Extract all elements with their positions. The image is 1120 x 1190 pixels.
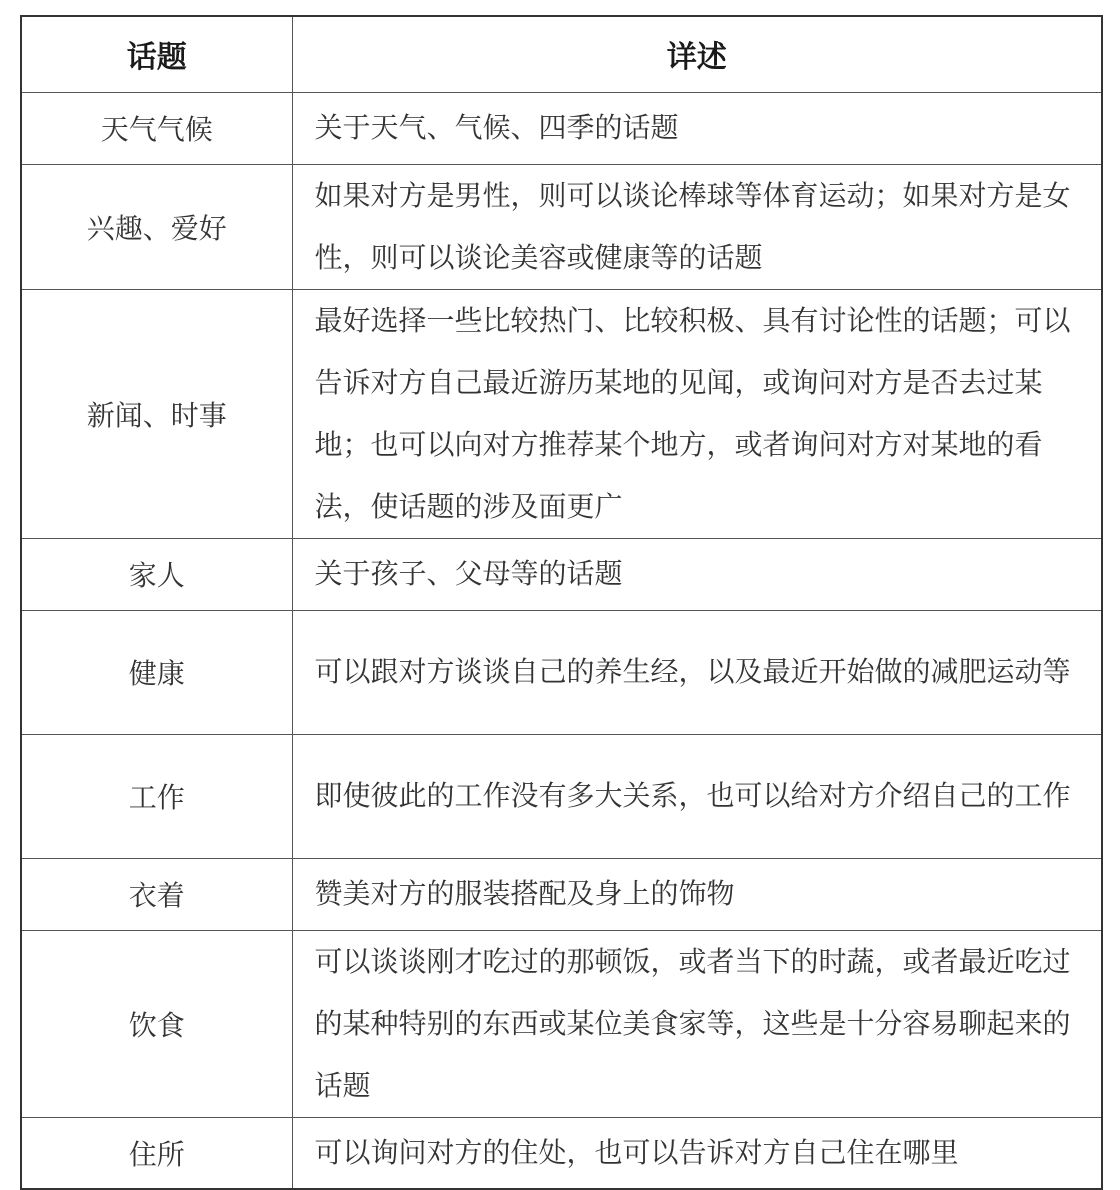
detail-cell: 关于孩子、父母等的话题 [292, 538, 1102, 610]
detail-cell: 关于天气、气候、四季的话题 [292, 92, 1102, 164]
topic-cell: 衣着 [21, 858, 292, 930]
topic-cell: 工作 [21, 734, 292, 858]
table-row [21, 930, 1102, 1117]
topic-table [20, 15, 1103, 1190]
topic-cell: 住所 [21, 1117, 292, 1189]
topic-cell: 家人 [21, 538, 292, 610]
table-row [21, 610, 1102, 734]
detail-cell: 赞美对方的服装搭配及身上的饰物 [292, 858, 1102, 930]
table-row [21, 858, 1102, 930]
header-detail: 详述 [292, 16, 1102, 92]
topic-cell: 新闻、时事 [21, 289, 292, 538]
topic-cell: 健康 [21, 610, 292, 734]
topic-cell: 天气气候 [21, 92, 292, 164]
detail-cell: 即使彼此的工作没有多大关系，也可以给对方介绍自己的工作 [292, 734, 1102, 858]
header-topic: 话题 [21, 16, 292, 92]
table-row [21, 289, 1102, 538]
table-row [21, 92, 1102, 164]
detail-cell: 可以询问对方的住处，也可以告诉对方自己住在哪里 [292, 1117, 1102, 1189]
table-row [21, 734, 1102, 858]
topic-cell: 饮食 [21, 930, 292, 1117]
table-row [21, 1117, 1102, 1189]
table-row [21, 538, 1102, 610]
header-row [21, 16, 1102, 92]
detail-cell: 最好选择一些比较热门、比较积极、具有讨论性的话题；可以告诉对方自己最近游历某地的见闻，或询问对方是否去过某地；也可以向对方推荐某个地方，或者询问对方对某地的看法，使话题的涉及面更广 [292, 289, 1102, 538]
topic-cell: 兴趣、爱好 [21, 164, 292, 289]
table-row [21, 164, 1102, 289]
detail-cell: 如果对方是男性，则可以谈论棒球等体育运动；如果对方是女性，则可以谈论美容或健康等的话题 [292, 164, 1102, 289]
detail-cell: 可以跟对方谈谈自己的养生经，以及最近开始做的减肥运动等 [292, 610, 1102, 734]
detail-cell: 可以谈谈刚才吃过的那顿饭，或者当下的时蔬，或者最近吃过的某种特别的东西或某位美食家等，这些是十分容易聊起来的话题 [292, 930, 1102, 1117]
